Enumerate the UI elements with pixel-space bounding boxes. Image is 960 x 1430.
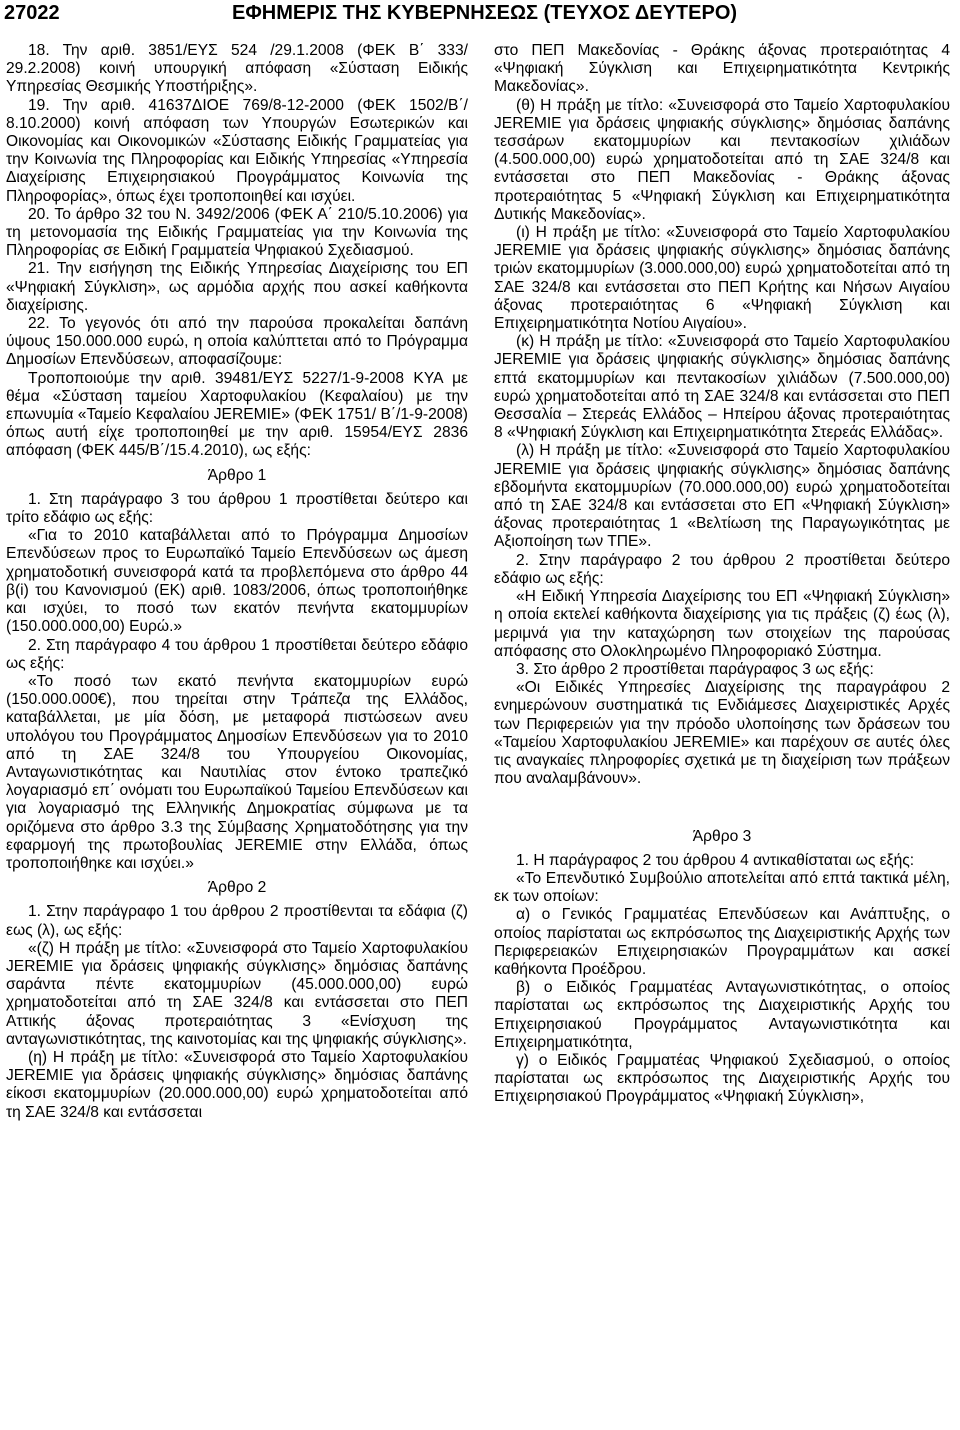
- paragraph: 2. Στη παράγραφο 4 του άρθρου 1 προστίθεται δεύτερο εδάφιο ως εξής:: [6, 636, 468, 672]
- paragraph: β) ο Ειδικός Γραμματέας Ανταγωνιστικότητας, ο οποίος παρίσταται ως εκπρόσωπος της Διαχειριστικής Αρχής του Επιχειρησιακού Προγράμματος Ανταγωνιστικότητα και Επιχειρηματικότητα,: [494, 979, 950, 1051]
- paragraph: 20. Το άρθρο 32 του Ν. 3492/2006 (ΦΕΚ Α΄ 210/5.10.2006) για τη μετονομασία της Ειδικής Γραμματείας για την Κοινωνία της Πληροφορίας σε Ειδική Γραμματεία Ψηφιακού Σχεδιασμού.: [6, 205, 468, 260]
- paragraph: 1. Η παράγραφος 2 του άρθρου 4 αντικαθίσταται ως εξής:: [516, 851, 915, 869]
- paragraph: γ) ο Ειδικός Γραμματέας Ψηφιακού Σχεδιασμού, ο οποίος παρίσταται ως εκπρόσωπος της Διαχειριστικής Αρχής του Επιχειρησιακού Προγράμματος «Ψηφιακή Σύγκλιση»,: [494, 1051, 950, 1106]
- paragraph: στο ΠΕΠ Μακεδονίας - Θράκης άξονας προτεραιότητας 4 «Ψηφιακή Σύγκλιση και Επιχειρηματικότητα Κεντρικής Μακεδονίας».: [494, 42, 950, 96]
- right-column: [494, 42, 950, 1107]
- page-header: [0, 0, 960, 36]
- article-heading: Άρθρο 2: [207, 879, 267, 897]
- paragraph: 1. Στη παράγραφο 3 του άρθρου 1 προστίθεται δεύτερο και τρίτο εδάφιο ως εξής:: [6, 490, 468, 527]
- left-column: [6, 42, 468, 1122]
- article-heading: Άρθρο 3: [692, 827, 752, 845]
- paragraph: (η) Η πράξη με τίτλο: «Συνεισφορά στο Ταμείο Χαρτοφυλακίου JEREMIE για δράσεις ψηφιακής σύγκλισης» δημόσιας δαπάνης είκοσι εκατομμυρίων (20.000.000,00) ευρώ χρηματοδοτείται από τη ΣΑΕ 324/8 και εντάσσεται: [6, 1048, 468, 1121]
- paragraph: «Οι Ειδικές Υπηρεσίες Διαχείρισης της παραγράφου 2 ενημερώνουν συστηματικά τις Ενδιάμεσες Διαχειριστικές Αρχές των Περιφερειών για την πρόοδο υλοποίησης των δράσεων του «Ταμείου Χαρτοφυλακίου JEREMIE» και παρέχουν σε αυτές όλες τις αναγκαίες πληροφορίες σχετικά με τη διαχείριση των πράξεων που αναλαμβάνουν».: [494, 679, 950, 788]
- paragraph: «(ζ) Η πράξη με τίτλο: «Συνεισφορά στο Ταμείο Χαρτοφυλακίου JEREMIE για δράσεις ψηφιακής σύγκλισης» δημόσιας δαπάνης σαράντα πέντε εκατομμυρίων (45.000.000,00) ευρώ χρηματοδοτείται από τη ΣΑΕ 324/8 και εντάσσεται στο ΠΕΠ Αττικής άξονας προτεραιότητας 3 «Ενίσχυση της ανταγωνιστικότητας, της καινοτομίας και της ψηφιακής σύγκλισης».: [6, 939, 468, 1048]
- gazette-title: ΕΦΗΜΕΡΙΣ ΤΗΣ ΚΥΒΕΡΝΗΣΕΩΣ (ΤΕΥΧΟΣ ΔΕΥΤΕΡΟ): [232, 2, 738, 24]
- paragraph: 19. Την αριθ. 41637ΔΙΟΕ 769/8-12-2000 (ΦΕΚ 1502/Β΄/ 8.10.2000) κοινή απόφαση των Υπουργών Εσωτερικών και Οικονομίας και Οικονομικών «Σύστασης Ειδικής Γραμματείας για την Κοινωνία της Πληροφορίας και Ειδικής Υπηρεσίας «Υπηρεσία Διαχείρισης Επιχειρησιακού Προγράμματος Κοινωνία της Πληροφορίας», όπως έχει τροποποιηθεί και ισχύει.: [6, 96, 468, 205]
- paragraph: 2. Στην παράγραφο 2 του άρθρου 2 προστίθεται δεύτερο εδάφιο ως εξής:: [494, 551, 950, 587]
- paragraph: (ι) Η πράξη με τίτλο: «Συνεισφορά στο Ταμείο Χαρτοφυλακίου JEREMIE για δράσεις ψηφιακής σύγκλισης» δημόσιας δαπάνης τριών εκατομμυρίων (3.000.000,00) ευρώ χρηματοδοτείται από τη ΣΑΕ 324/8 και εντάσσεται στο ΠΕΠ Κρήτης και Νήσων Αιγαίου άξονας προτεραιότητας 6 «Ψηφιακή Σύγκλιση και Επιχειρηματικότητα Νοτίου Αιγαίου».: [494, 224, 950, 333]
- page-number: 27022: [4, 2, 60, 24]
- paragraph: 22. Το γεγονός ότι από την παρούσα προκαλείται δαπάνη ύψους 150.000.000 ευρώ, η οποία καλύπτεται από το Πρόγραμμα Δημοσίων Επενδύσεων, αποφασίζουμε:: [6, 315, 468, 369]
- paragraph: «Το ποσό των εκατό πενήντα εκατομμυρίων ευρώ (150.000.000€), που τηρείται στην Τράπεζα της Ελλάδος, καταβάλλεται, με μία δόση, με μεταφορά πιστώσεων ανευ υπολόγου του Προγράμματος Δημοσίων Επενδύσεων για το 2010 από τη ΣΑΕ 324/8 του Υπουργείου Οικονομίας, Ανταγωνιστικότητας και Ναυτιλίας στον έντοκο τραπεζικό λογαριασμό επ΄ ονόματι του Ευρωπαϊκού Ταμείου Επενδύσεων και για λογαριασμό της Ελληνικής Δημοκρατίας σύμφωνα με τα οριζόμενα στο άρθρο 3.3 της Σύμβασης Χρηματοδότησης για την εφαρμογή της πρωτοβουλίας JEREMIE στην Ελλάδα, όπως τροποποιήθηκε και ισχύει.»: [6, 672, 468, 872]
- paragraph: 3. Στο άρθρο 2 προστίθεται παράγραφος 3 ως εξής:: [516, 660, 874, 678]
- paragraph: Τροποποιούμε την αριθ. 39481/ΕΥΣ 5227/1-9-2008 ΚΥΑ με θέμα «Σύσταση ταμείου Χαρτοφυλακίου (Κεφαλαίου) με την επωνυμία «Ταμείο Κεφαλαίου JEREMIE» (ΦΕΚ 1751/ Β΄/1-9-2008) όπως αυτή είχε τροποποιηθεί με την αριθ. 15954/ΕΥΣ 2836 απόφαση (ΦΕΚ 445/Β΄/15.4.2010), ως εξής:: [6, 369, 468, 460]
- paragraph: «Για το 2010 καταβάλλεται από το Πρόγραμμα Δημοσίων Επενδύσεων προς το Ευρωπαϊκό Ταμείο Επενδύσεων ως άμεση χρηματοδοτική συνεισφορά κατά τα προβλεπόμενα στο άρθρο 44 β(i) του Κανονισμού (ΕΚ) αριθ. 1083/2006, όπως τροποποιήθηκε και ισχύει, το ποσό των εκατόν πενήντα εκατομμυρίων (150.000.000,00) Ευρώ.»: [6, 527, 468, 636]
- paragraph: 1. Στην παράγραφο 1 του άρθρου 2 προστίθενται τα εδάφια (ζ) εως (λ), ως εξής:: [6, 903, 468, 939]
- paragraph: «Η Ειδική Υπηρεσία Διαχείρισης του ΕΠ «Ψηφιακή Σύγκλιση» η οποία εκτελεί καθήκοντα διαχείρισης για τις πράξεις (ζ) έως (λ), μεριμνά για την καταχώρηση των στοιχείων της παρούσας απόφασης στο Ολοκληρωμένο Πληροφοριακό Σύστημα.: [494, 588, 950, 660]
- spacer: [494, 804, 950, 812]
- paragraph: (λ) Η πράξη με τίτλο: «Συνεισφορά στο Ταμείο Χαρτοφυλακίου JEREMIE για δράσεις ψηφιακής σύγκλισης» δημόσιας δαπάνης εβδομήντα εκατομμυρίων (70.000.000,00) ευρώ χρηματοδοτείται από τη ΣΑΕ 324/8 και εντάσσεται στο ΕΠ «Ψηφιακή Σύγκλιση» άξονας προτεραιότητας 1 «Βελτίωση της Παραγωγικότητας με Αξιοποίηση των ΤΠΕ».: [494, 442, 950, 551]
- article-heading: Άρθρο 1: [207, 466, 267, 484]
- paragraph: 18. Την αριθ. 3851/ΕΥΣ 524 /29.1.2008 (ΦΕΚ Β΄ 333/ 29.2.2008) κοινή υπουργική απόφαση «Σύσταση Ειδικής Υπηρεσίας Θεσμικής Υποστήριξης».: [6, 42, 468, 96]
- paragraph: (κ) Η πράξη με τίτλο: «Συνεισφορά στο Ταμείο Χαρτοφυλακίου JEREMIE για δράσεις ψηφιακής σύγκλισης» δημόσιας δαπάνης επτά εκατομμυρίων και πεντακοσίων χιλιάδων (7.500.000,00) ευρώ χρηματοδοτείται από τη ΣΑΕ 324/8 και εντάσσεται στο ΠΕΠ Θεσσαλία – Στερεάς Ελλάδος – Ηπείρου άξονας προτεραιότητας 8 «Ψηφιακή Σύγκλιση και Επιχειρηματικότητα Στερεάς Ελλάδας».: [494, 333, 950, 442]
- paragraph: α) ο Γενικός Γραμματέας Επενδύσεων και Ανάπτυξης, ο οποίος παρίσταται ως εκπρόσωπος της Διαχειριστικής Αρχής των Περιφερειακών Επιχειρησιακών Προγραμμάτων και ασκεί καθήκοντα Προέδρου.: [494, 906, 950, 978]
- paragraph: «Το Επενδυτικό Συμβούλιο αποτελείται από επτά τακτικά μέλη, εκ των οποίων:: [494, 869, 950, 906]
- paragraph: 21. Την εισήγηση της Ειδικής Υπηρεσίας Διαχείρισης του ΕΠ «Ψηφιακή Σύγκλιση», ως αρμόδια αρχής που ασκεί καθήκοντα διαχείρισης.: [6, 260, 468, 314]
- paragraph: (θ) Η πράξη με τίτλο: «Συνεισφορά στο Ταμείο Χαρτοφυλακίου JEREMIE για δράσεις ψηφιακής σύγκλισης» δημόσιας δαπάνης τεσσάρων εκατομμυρίων και πεντακοσίων χιλιάδων (4.500.000,00) ευρώ χρηματοδοτείται από τη ΣΑΕ 324/8 και εντάσσεται στο ΠΕΠ Μακεδονίας - Θράκης άξονας προτεραιότητας 5 «Ψηφιακή Σύγκλιση και Επιχειρηματικότητα Δυτικής Μακεδονίας».: [494, 96, 950, 223]
